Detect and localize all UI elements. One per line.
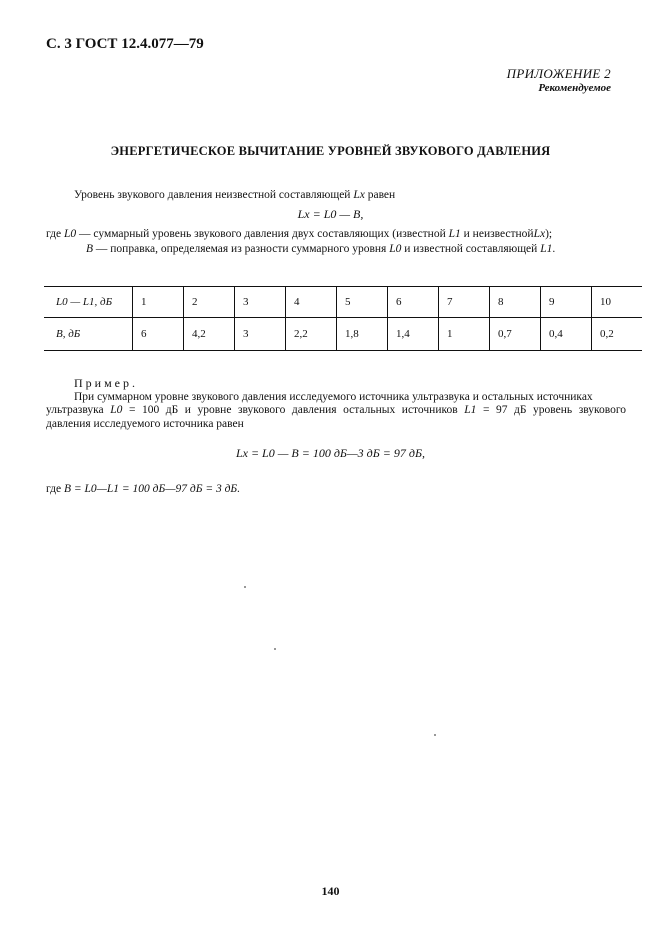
scan-speck — [434, 734, 436, 736]
example-label: Пример. — [74, 376, 139, 390]
appendix-title: ПРИЛОЖЕНИЕ 2 — [506, 66, 611, 81]
example-where-formula: B = L0—L1 = 100 дБ—97 дБ = 3 дБ. — [63, 483, 241, 495]
document-header: С. 3 ГОСТ 12.4.077—79 — [46, 36, 204, 52]
main-formula: Lx = L0 — B, — [297, 207, 364, 221]
table-cell: 2 — [184, 287, 235, 318]
example-formula: Lx = L0 — B = 100 дБ—3 дБ = 97 дБ, — [235, 446, 426, 460]
table-cell: 4 — [286, 287, 337, 318]
table-cell: 9 — [541, 287, 592, 318]
table-cell: 7 — [439, 287, 490, 318]
intro-line-post: равен — [367, 189, 396, 201]
example-where — [46, 482, 240, 497]
def1-mid2: и неизвестной — [463, 228, 534, 240]
table-cell: 3 — [235, 318, 286, 351]
def2-var: B — [86, 243, 94, 255]
def2-var3: L1 — [540, 243, 553, 255]
table-cell: 5 — [337, 287, 388, 318]
intro-line-pre: Уровень звукового давления неизвестной составляющей — [74, 189, 351, 201]
def2-end: . — [552, 243, 556, 255]
def1-var: L0 — [63, 228, 77, 240]
example-var-l0: L0 — [110, 404, 123, 416]
table-cell: 1,4 — [388, 318, 439, 351]
table-row-correction — [44, 318, 642, 351]
table-cell: 1,8 — [337, 318, 388, 351]
table-cell: 0,2 — [592, 318, 643, 351]
table-row-difference — [44, 287, 642, 318]
definition-l0 — [46, 227, 552, 242]
table-cell: 4,2 — [184, 318, 235, 351]
table-cell: 0,4 — [541, 318, 592, 351]
table-cell: 6 — [388, 287, 439, 318]
def2-mid2: и известной составляющей — [404, 243, 538, 255]
table-cell: 3 — [235, 287, 286, 318]
scan-speck — [274, 648, 276, 650]
table-cell: 8 — [490, 287, 541, 318]
example-var-l1: L1 — [464, 404, 477, 416]
table-cell: 1 — [439, 318, 490, 351]
def1-end: ); — [545, 228, 553, 240]
table-cell: 0,7 — [490, 318, 541, 351]
table-header-difference: L0 — L1, дБ — [44, 287, 133, 318]
def2-mid: — поправка, определяемая из разности суммарного уровня — [95, 243, 387, 255]
table-cell: 2,2 — [286, 318, 337, 351]
example-line-2 — [46, 404, 626, 416]
def1-var2: L1 — [448, 228, 461, 240]
example-line-2-b: = 100 дБ и уровне звукового давления остальных источников — [128, 404, 458, 416]
example-line-1: При суммарном уровне звукового давления исследуемого источника ультразвука и остальных источниках — [74, 391, 593, 403]
table-cell: 10 — [592, 287, 643, 318]
correction-table — [44, 286, 642, 351]
definition-b — [86, 242, 555, 257]
intro-line-var: Lx — [353, 189, 365, 201]
scan-speck — [244, 586, 246, 588]
appendix-subtitle: Рекомендуемое — [538, 82, 611, 94]
def2-var2: L0 — [389, 243, 402, 255]
def1-var3: Lx — [533, 228, 546, 240]
example-where-pre: где — [46, 483, 62, 495]
def1-pre: где — [46, 228, 62, 240]
def1-mid: — суммарный уровень звукового давления двух составляющих (известной — [79, 228, 446, 240]
intro-line — [74, 188, 395, 203]
table-cell: 1 — [133, 287, 184, 318]
page-number: 140 — [321, 884, 340, 898]
example-line-2-c: = 97 дБ уровень звукового — [482, 404, 627, 416]
table-cell: 6 — [133, 318, 184, 351]
example-line-2-a: ультразвука — [46, 404, 104, 416]
table-header-correction: B, дБ — [44, 318, 133, 351]
section-title: ЭНЕРГЕТИЧЕСКОЕ ВЫЧИТАНИЕ УРОВНЕЙ ЗВУКОВОГО ДАВЛЕНИЯ — [110, 144, 551, 158]
example-line-3: давления исследуемого источника равен — [46, 418, 244, 430]
